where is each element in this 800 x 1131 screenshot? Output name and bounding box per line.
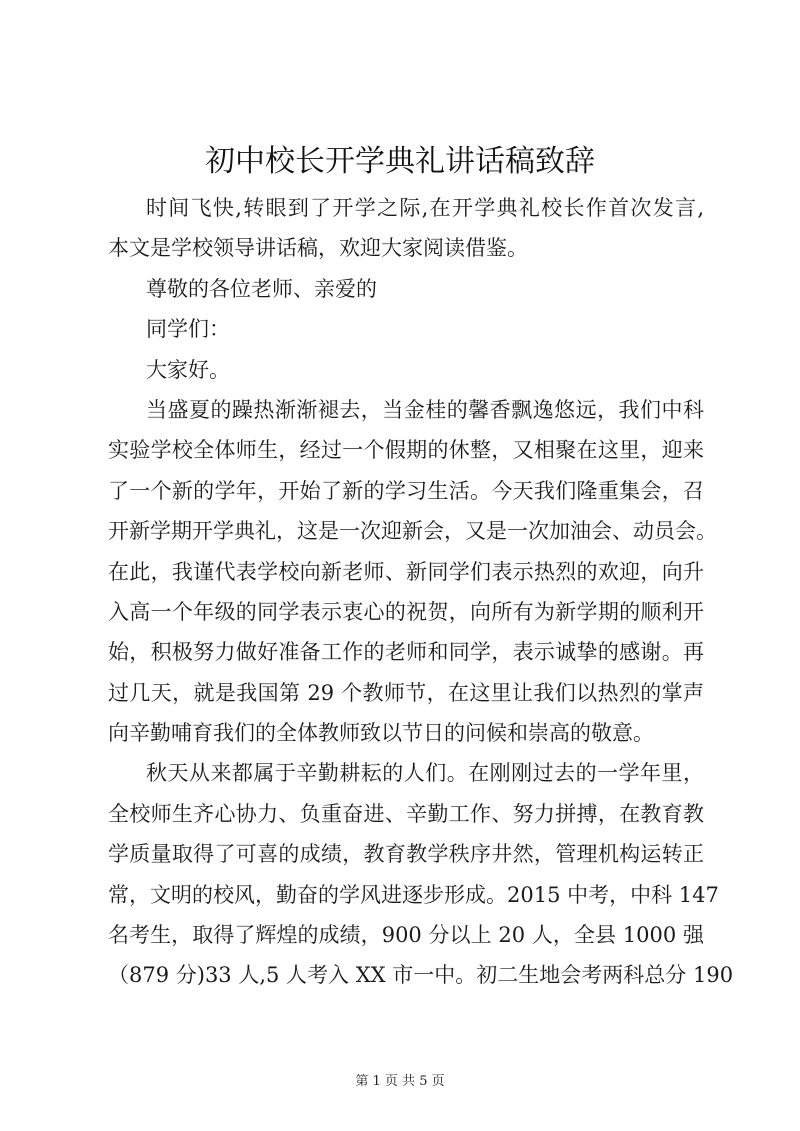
text-line: 在此，我谨代表学校向新老师、新同学们表示热烈的欢迎，向升	[108, 559, 704, 584]
text-line: 常，文明的校风，勤奋的学风进逐步形成。2015 中考，中科 147	[108, 882, 719, 907]
page-footer: 第 1 页 共 5 页	[355, 1074, 445, 1089]
text-line: 入高一个年级的同学表示衷心的祝贺，向所有为新学期的顺利开	[108, 599, 704, 624]
text-line: 本文是学校领导讲话稿，欢迎大家阅读借鉴。	[108, 236, 528, 261]
text-line: 时间飞快,转眼到了开学之际,在开学典礼校长作首次发言,	[146, 196, 704, 220]
text-line: 开新学期开学典礼，这是一次迎新会，又是一次加油会、动员会。	[108, 519, 717, 544]
text-line: 了一个新的学年，开始了新的学习生活。今天我们隆重集会，召	[108, 478, 704, 503]
text-line: 名考生，取得了辉煌的成绩，900 分以上 20 人，全县 1000 强	[108, 923, 704, 948]
text-line: 大家好。	[146, 357, 230, 382]
text-line: 当盛夏的躁热渐渐褪去，当金桂的馨香飘逸悠远，我们中科	[146, 397, 704, 422]
text-line: 同学们：	[146, 317, 230, 342]
text-line: 学质量取得了可喜的成绩，教育教学秩序井然，管理机构运转正	[108, 842, 704, 867]
text-line: 秋天从来都属于辛勤耕耘的人们。在刚刚过去的一学年里，	[146, 761, 704, 786]
text-line: 全校师生齐心协力、负重奋进、辛勤工作、努力拼搏，在教育教	[108, 801, 704, 826]
document-title: 初中校长开学典礼讲话稿致辞	[205, 144, 595, 179]
text-line: 始，积极努力做好准备工作的老师和同学，表示诚挚的感谢。再	[108, 640, 704, 665]
text-line: 实验学校全体师生，经过一个假期的休整，又相聚在这里，迎来	[108, 438, 704, 463]
document-body	[108, 188, 734, 996]
text-line: 过几天，就是我国第 29 个教师节，在这里让我们以热烈的掌声	[108, 680, 704, 705]
text-line: （879 分)33 人,5 人考入 XX 市一中。初二生地会考两科总分 190	[108, 963, 734, 988]
text-line: 尊敬的各位老师、亲爱的	[146, 276, 377, 301]
text-line: 向辛勤哺育我们的全体教师致以节日的问候和崇高的敬意。	[108, 721, 654, 746]
